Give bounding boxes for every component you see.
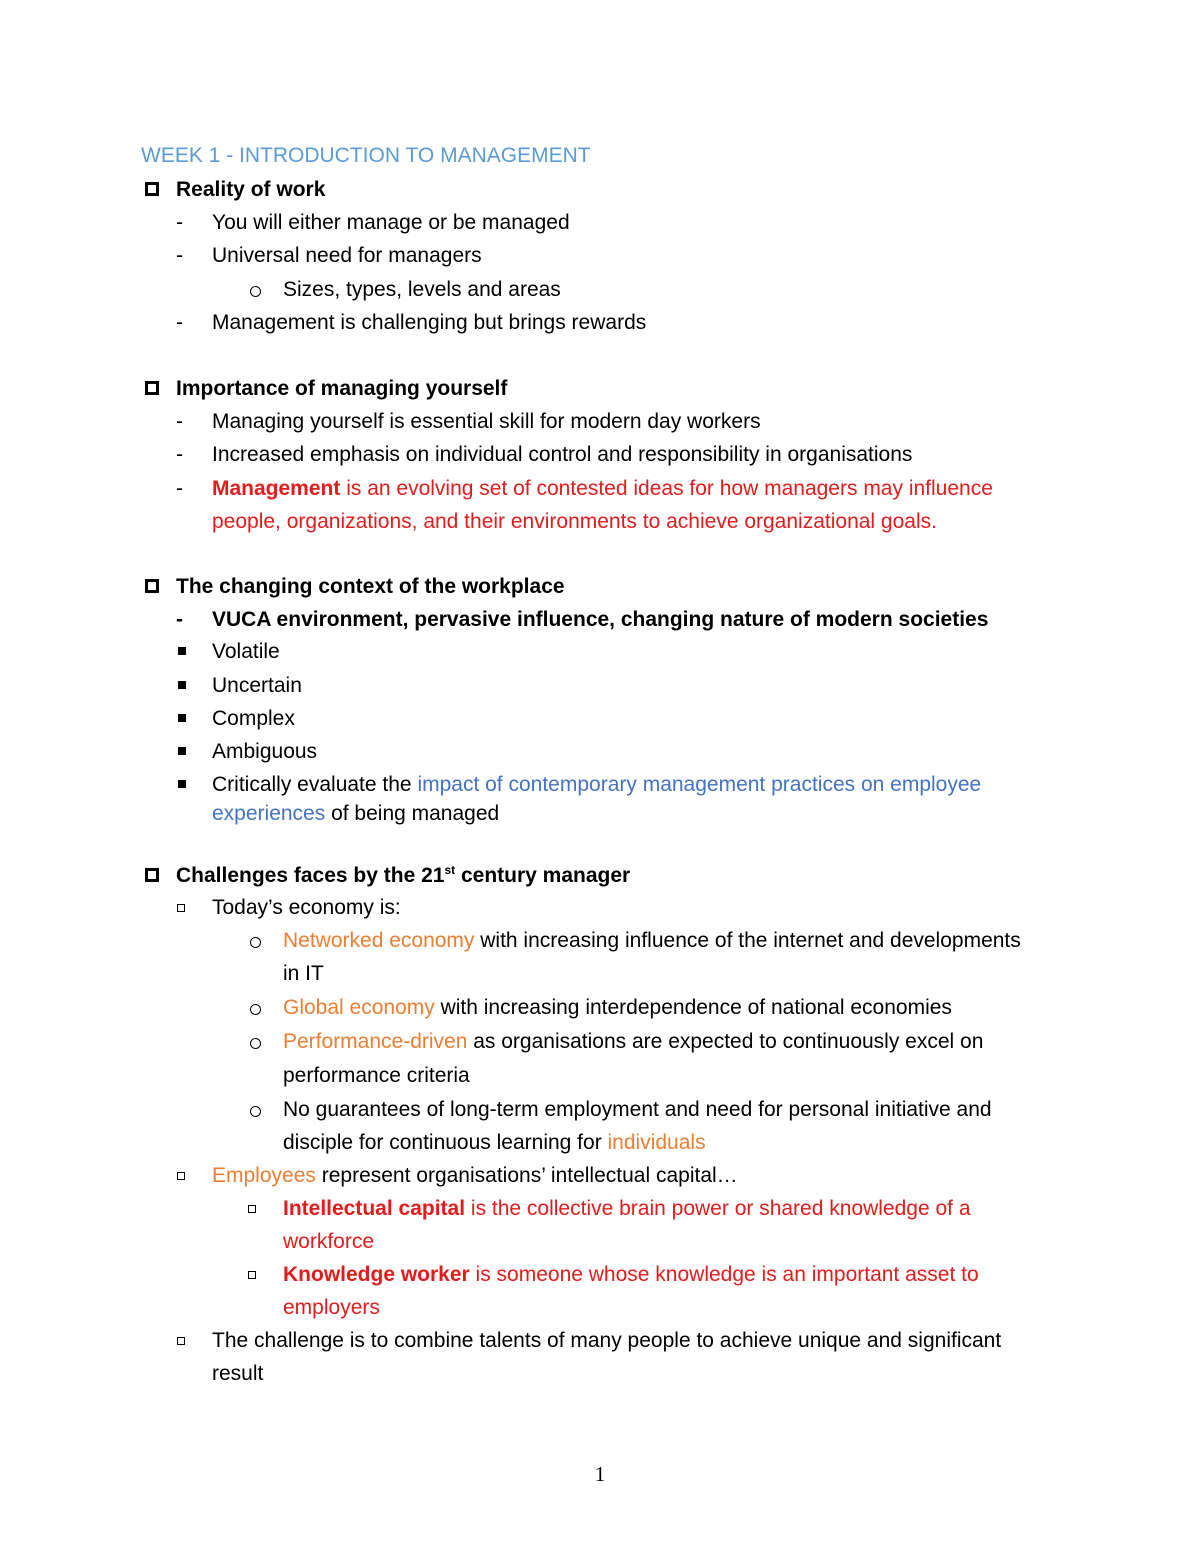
list-item: Volatile	[212, 640, 280, 663]
list-item: The challenge is to combine talents of many people to achieve unique and significant	[212, 1329, 1002, 1352]
checkbox-icon	[145, 381, 159, 395]
checkbox-icon	[145, 182, 159, 196]
list-item: Global economy with increasing interdependence of national economies	[283, 996, 952, 1019]
circle-bullet-icon	[250, 1038, 261, 1049]
list-item-continuation: in IT	[283, 962, 324, 985]
square-bullet-icon	[178, 747, 186, 755]
list-item-continuation: disciple for continuous learning for individuals	[283, 1131, 706, 1154]
definition-item: Knowledge worker is someone whose knowledge is an important asset to	[283, 1263, 979, 1286]
hollow-square-bullet-icon	[248, 1205, 256, 1213]
list-item: VUCA environment, pervasive influence, changing nature of modern societies	[212, 608, 989, 631]
highlight-text: experiences	[212, 802, 326, 825]
section-heading: Importance of managing yourself	[176, 377, 508, 400]
list-item: Complex	[212, 707, 295, 730]
dash-bullet: -	[176, 410, 183, 433]
checkbox-icon	[145, 868, 159, 882]
circle-bullet-icon	[250, 286, 261, 297]
list-item: No guarantees of long-term employment and need for personal initiative and	[283, 1098, 992, 1121]
list-item: Today’s economy is:	[212, 896, 401, 919]
definition-item	[212, 477, 993, 501]
definition-item: Intellectual capital is the collective brain power or shared knowledge of a	[283, 1197, 971, 1220]
definition-term: Management	[212, 477, 341, 500]
circle-bullet-icon	[250, 1106, 261, 1117]
highlight-term: Networked economy	[283, 929, 475, 952]
highlight-term: Employees	[212, 1164, 316, 1187]
highlight-term: Performance-driven	[283, 1030, 468, 1053]
highlight-term: individuals	[607, 1131, 706, 1154]
square-bullet-icon	[178, 647, 186, 655]
section-heading: The changing context of the workplace	[176, 575, 565, 598]
dash-bullet: -	[176, 244, 183, 267]
definition-continuation: workforce	[283, 1230, 375, 1253]
list-item: Management is challenging but brings rewards	[212, 311, 647, 334]
page-number: 1	[594, 1462, 606, 1486]
hollow-square-bullet-icon	[177, 904, 185, 912]
definition-term: Knowledge worker	[283, 1263, 470, 1286]
list-item-continuation: experiences of being managed	[212, 802, 500, 825]
section-heading: Challenges faces by the 21st century manager	[176, 863, 631, 887]
list-item-continuation: performance criteria	[283, 1064, 470, 1087]
list-item: Critically evaluate the impact of contemporary management practices on employee	[212, 773, 982, 796]
checkbox-icon	[145, 579, 159, 593]
hollow-square-bullet-icon	[248, 1271, 256, 1279]
square-bullet-icon	[178, 714, 186, 722]
dash-bullet: -	[176, 211, 183, 234]
list-item: Employees represent organisations’ intellectual capital…	[212, 1164, 738, 1187]
dash-bullet: -	[176, 443, 183, 466]
circle-bullet-icon	[250, 1004, 261, 1015]
list-item: Performance-driven as organisations are expected to continuously excel on	[283, 1030, 984, 1053]
hollow-square-bullet-icon	[177, 1337, 185, 1345]
circle-bullet-icon	[250, 937, 261, 948]
list-item-continuation: result	[212, 1362, 264, 1385]
list-item: Ambiguous	[212, 740, 318, 763]
highlight-term: Global economy	[283, 996, 435, 1019]
definition-continuation: people, organizations, and their environments to achieve organizational goals.	[212, 510, 937, 533]
square-bullet-icon	[178, 681, 186, 689]
list-item: Increased emphasis on individual control and responsibility in organisations	[212, 443, 913, 466]
definition-term: Intellectual capital	[283, 1197, 466, 1220]
dash-bullet: -	[176, 477, 183, 500]
square-bullet-icon	[178, 780, 186, 788]
list-item: Uncertain	[212, 674, 302, 697]
definition-continuation: employers	[283, 1296, 380, 1319]
list-item: Sizes, types, levels and areas	[283, 278, 561, 301]
dash-bullet: -	[176, 311, 183, 334]
list-item: Managing yourself is essential skill for modern day workers	[212, 410, 761, 433]
section-heading: Reality of work	[176, 178, 326, 201]
page-title: WEEK 1 - INTRODUCTION TO MANAGEMENT	[141, 144, 591, 167]
list-item: Networked economy with increasing influence of the internet and developments	[283, 929, 1021, 952]
dash-bullet: -	[176, 608, 183, 631]
list-item: You will either manage or be managed	[212, 211, 570, 234]
highlight-text: impact of contemporary management practices on employee	[417, 773, 982, 796]
definition-text: is an evolving set of contested ideas for how managers may influence	[340, 477, 993, 500]
list-item: Universal need for managers	[212, 244, 482, 267]
hollow-square-bullet-icon	[177, 1172, 185, 1180]
